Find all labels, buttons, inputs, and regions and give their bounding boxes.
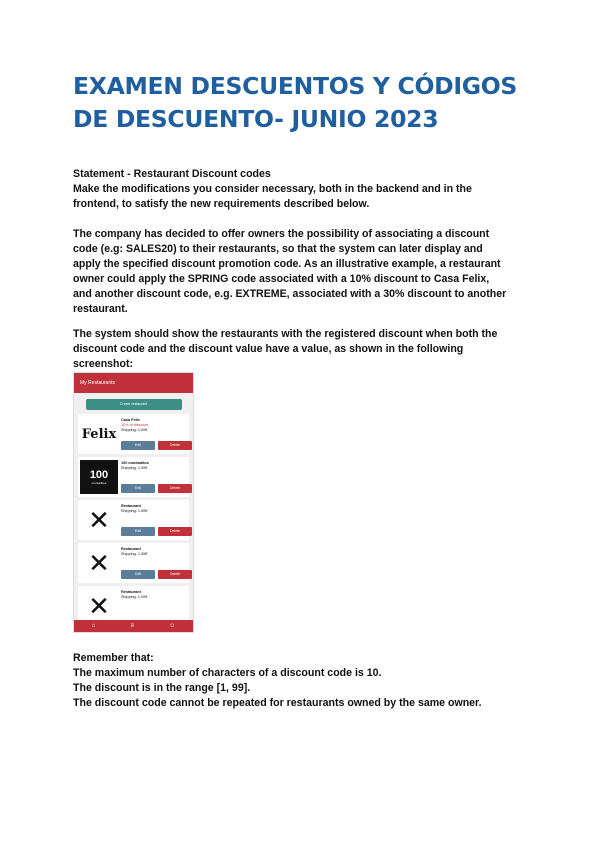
fork-knife-icon: ✕ [88, 547, 110, 578]
orders-tab-icon: ≡ [130, 623, 134, 629]
paragraph-line: screenshot: [73, 358, 134, 370]
paragraph-line: discount code and the discount value have a value, as shown in the following [73, 343, 464, 355]
restaurant-card [78, 457, 189, 497]
restaurant-fee: Shipping: 1.00€ [121, 466, 148, 470]
restaurant-fee: Shipping: 1.00€ [121, 552, 148, 556]
paragraph-line: The system should show the restaurants with the registered discount when both the [73, 328, 498, 340]
restaurant-name: 100 montaditos [121, 461, 149, 465]
restaurant-name: Restaurant [121, 504, 141, 508]
paragraph-line: code (e.g: SALES20) to their restaurants, so that the system can later display and [73, 243, 483, 255]
restaurant-name: Restaurant [121, 590, 141, 594]
statement-heading: Statement - Restaurant Discount codes [73, 168, 271, 180]
restaurants-tab-icon: ⌂ [91, 623, 96, 629]
remember-section [73, 651, 533, 711]
restaurant-logo [80, 460, 118, 494]
statement-line: frontend, to satisfy the new requirements described below. [73, 198, 370, 210]
paragraph-line: The company has decided to offer owners the possibility of associating a discount [73, 228, 490, 240]
restaurant-name: Casa Felix [121, 418, 140, 422]
restaurant-name: Restaurant [121, 547, 141, 551]
display-paragraph [73, 327, 533, 372]
edit-button: Edit [121, 484, 155, 493]
remember-rule: The discount is in the range [1, 99]. [73, 682, 251, 694]
app-screenshot [73, 372, 194, 633]
requirement-paragraph [73, 227, 533, 317]
edit-button: Edit [121, 527, 155, 536]
restaurant-card [78, 414, 189, 454]
remember-rule: The discount code cannot be repeated for restaurants owned by the same owner. [73, 697, 482, 709]
edit-button: Edit [121, 441, 155, 450]
fork-knife-icon: ✕ [88, 504, 110, 535]
fork-knife-icon: ✕ [88, 590, 110, 621]
statement-line: Make the modifications you consider necessary, both in the backend and in the [73, 183, 472, 195]
edit-button: Edit [121, 570, 155, 579]
delete-button: Delete [158, 570, 192, 579]
document-title [73, 70, 543, 136]
delete-button: Delete [158, 441, 192, 450]
statement-section [73, 167, 533, 212]
restaurant-card [78, 543, 189, 583]
paragraph-line: apply the specified discount promotion code. As an illustrative example, a restaurant [73, 258, 501, 270]
app-bar: My Restaurants [74, 373, 193, 393]
restaurant-logo: Felix [81, 426, 117, 442]
restaurant-discount: 10% of discount [121, 423, 149, 427]
profile-tab-icon: ☺ [169, 623, 176, 629]
restaurant-card [78, 500, 189, 540]
restaurant-fee: Shipping: 1.00€ [121, 509, 148, 513]
remember-rule: The maximum number of characters of a discount code is 10. [73, 667, 382, 679]
title-line-2: DE DESCUENTO- JUNIO 2023 [73, 105, 439, 133]
tab-bar [74, 620, 193, 632]
delete-button: Delete [158, 484, 192, 493]
logo-text: 100 [89, 469, 109, 481]
paragraph-line: owner could apply the SPRING code associated with a 10% discount to Casa Felix, [73, 273, 490, 285]
restaurant-fee: Shipping: 1.00€ [121, 428, 148, 432]
create-restaurant-button: Create restaurant [86, 399, 182, 410]
paragraph-line: and another discount code, e.g. EXTREME, associated with a 30% discount to another [73, 288, 507, 300]
remember-heading: Remember that: [73, 652, 154, 664]
restaurant-fee: Shipping: 1.00€ [121, 595, 148, 599]
delete-button: Delete [158, 527, 192, 536]
paragraph-line: restaurant. [73, 303, 128, 315]
title-line-1: EXAMEN DESCUENTOS Y CÓDIGOS [73, 72, 518, 100]
logo-subtext: montaditos [91, 481, 107, 485]
